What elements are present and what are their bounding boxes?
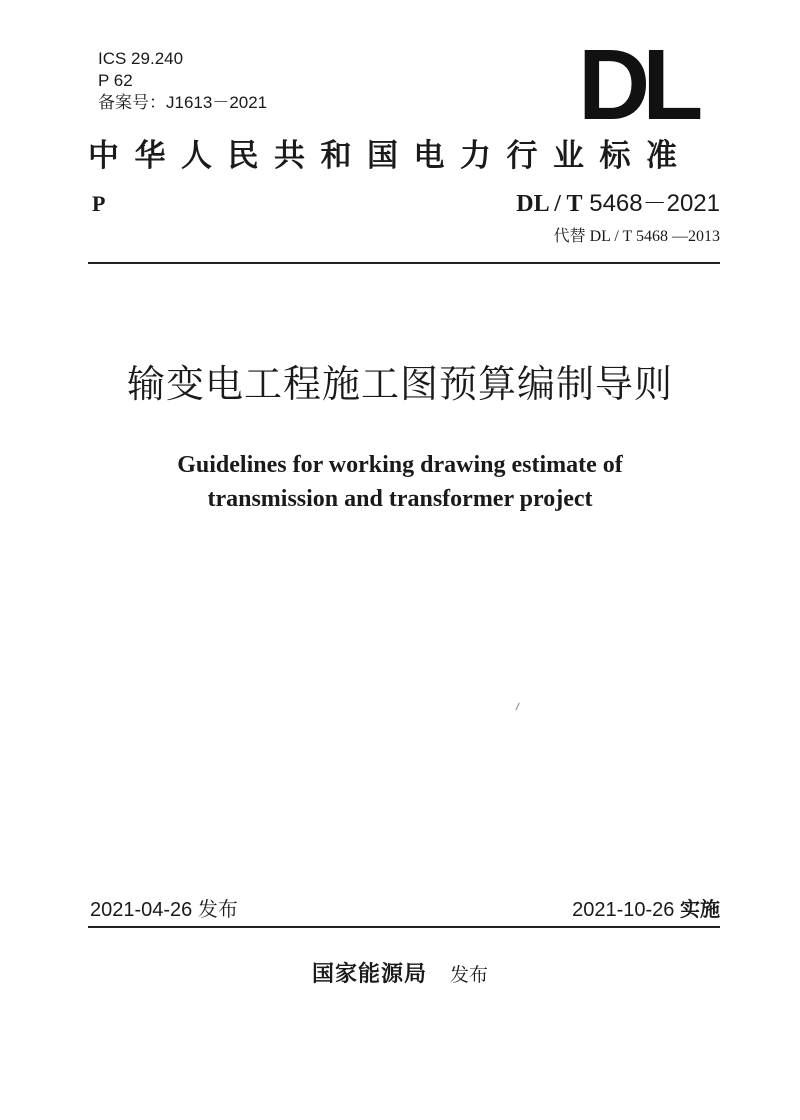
standard-code: DL / T [516, 191, 583, 217]
issuer-organization: 国家能源局 [311, 961, 427, 987]
ics-code: ICS 29.240 [98, 49, 184, 68]
issuer [0, 958, 800, 991]
dl-logo: DL [578, 29, 696, 141]
title-chinese: 输变电工程施工图预算编制导则 [126, 362, 673, 406]
record-number: 备案号：J1613－2021 [98, 93, 268, 112]
class-letter: P [92, 191, 106, 216]
title-english-line2: transmission and transformer project [207, 486, 593, 512]
classification-code: P 62 [98, 71, 133, 90]
standard-type-heading: 中华人民共和国电力行业标准 [88, 138, 693, 174]
title-english-line1: Guidelines for working drawing estimate of [177, 452, 623, 478]
bottom-divider [88, 926, 720, 928]
replaces-standard: 代替 DL / T 5468 —2013 [553, 228, 720, 245]
implement-label: 实施 [680, 899, 720, 921]
stray-mark [515, 703, 522, 712]
implement-date [572, 896, 720, 924]
issuer-action: 发布 [450, 964, 489, 986]
issue-date: 2021-04-26 发布 [90, 899, 238, 921]
standard-number [516, 190, 720, 218]
implement-date-value: 2021-10-26 [572, 899, 675, 921]
title-english [0, 448, 800, 516]
top-divider [88, 262, 720, 264]
standard-number-value: 5468－2021 [589, 190, 720, 217]
